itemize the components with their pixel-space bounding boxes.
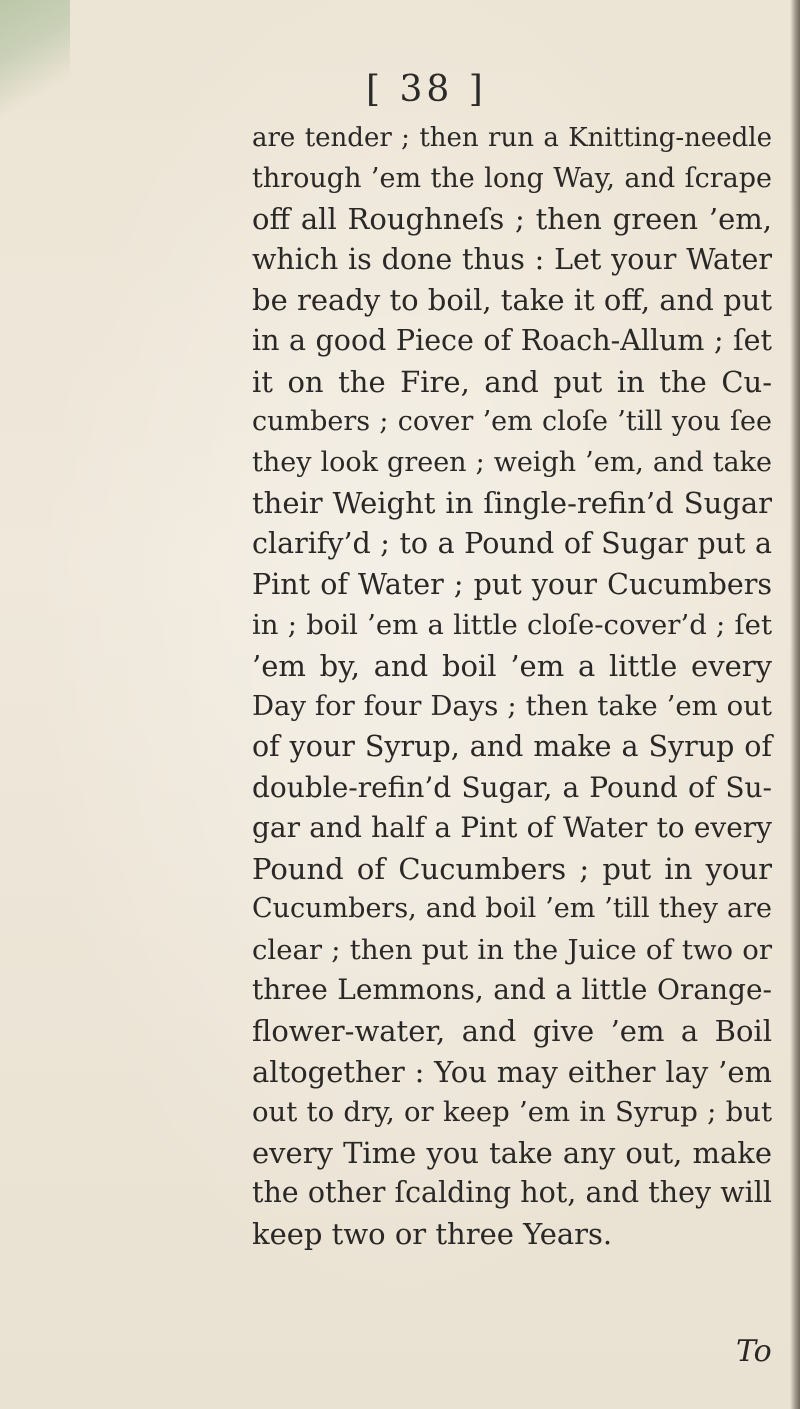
- text-line: Pound of Cucumbers ; put in your: [252, 851, 772, 886]
- text-line: ’em by, and boil ’em a little every: [252, 648, 772, 683]
- text-line: be ready to boil, take it off, and put: [252, 283, 772, 318]
- text-line: flower-water, and give ’em a Boil: [252, 1014, 772, 1049]
- body-text: [252, 118, 772, 1255]
- text-line: cumbers ; cover ’em cloſe ’till you ſee: [252, 406, 772, 438]
- text-line: their Weight in ſingle-refin’d Sugar: [252, 486, 772, 521]
- text-line: Cucumbers, and boil ’em ’till they are: [252, 893, 772, 925]
- text-line: which is done thus : Let your Water: [252, 242, 772, 276]
- text-line: out to dry, or keep ’em in Syrup ; but: [252, 1096, 772, 1129]
- catchword: To: [736, 1334, 772, 1369]
- text-line: three Lemmons, and a little Orange-: [252, 973, 772, 1007]
- text-line: Day for four Days ; then take ’em out: [252, 690, 772, 723]
- page-edge: [790, 0, 800, 1409]
- page-number: [ 38 ]: [366, 69, 487, 110]
- text-line: Pint of Water ; put your Cucumbers: [252, 567, 772, 601]
- text-line: double-refin’d Sugar, a Pound of Su-: [252, 770, 772, 804]
- text-line: in a good Piece of Roach-Allum ; ſet: [252, 323, 772, 357]
- text-line: it on the Fire, and put in the Cu-: [252, 364, 772, 399]
- text-line: altogether : You may either lay ’em: [252, 1054, 772, 1089]
- text-line: in ; boil ’em a little cloſe-cover’d ; ſet: [252, 609, 772, 642]
- text-line: every Time you take any out, make: [252, 1135, 772, 1170]
- text-line: are tender ; then run a Knitting-needle: [252, 123, 772, 153]
- text-line: clarify’d ; to a Pound of Sugar put a: [252, 526, 772, 560]
- text-line: keep two or three Years.: [252, 1217, 613, 1252]
- text-line: they look green ; weigh ’em, and take: [252, 446, 772, 478]
- text-line: gar and half a Pint of Water to every: [252, 811, 772, 845]
- text-line: through ’em the long Way, and ſcrape: [252, 162, 772, 194]
- text-line: the other ſcalding hot, and they will: [252, 1176, 772, 1210]
- page-stain: [0, 0, 70, 130]
- text-line: off all Roughneſs ; then green ’em,: [252, 202, 772, 237]
- text-line: of your Syrup, and make a Syrup of: [252, 729, 772, 763]
- text-line: clear ; then put in the Juice of two or: [252, 933, 772, 966]
